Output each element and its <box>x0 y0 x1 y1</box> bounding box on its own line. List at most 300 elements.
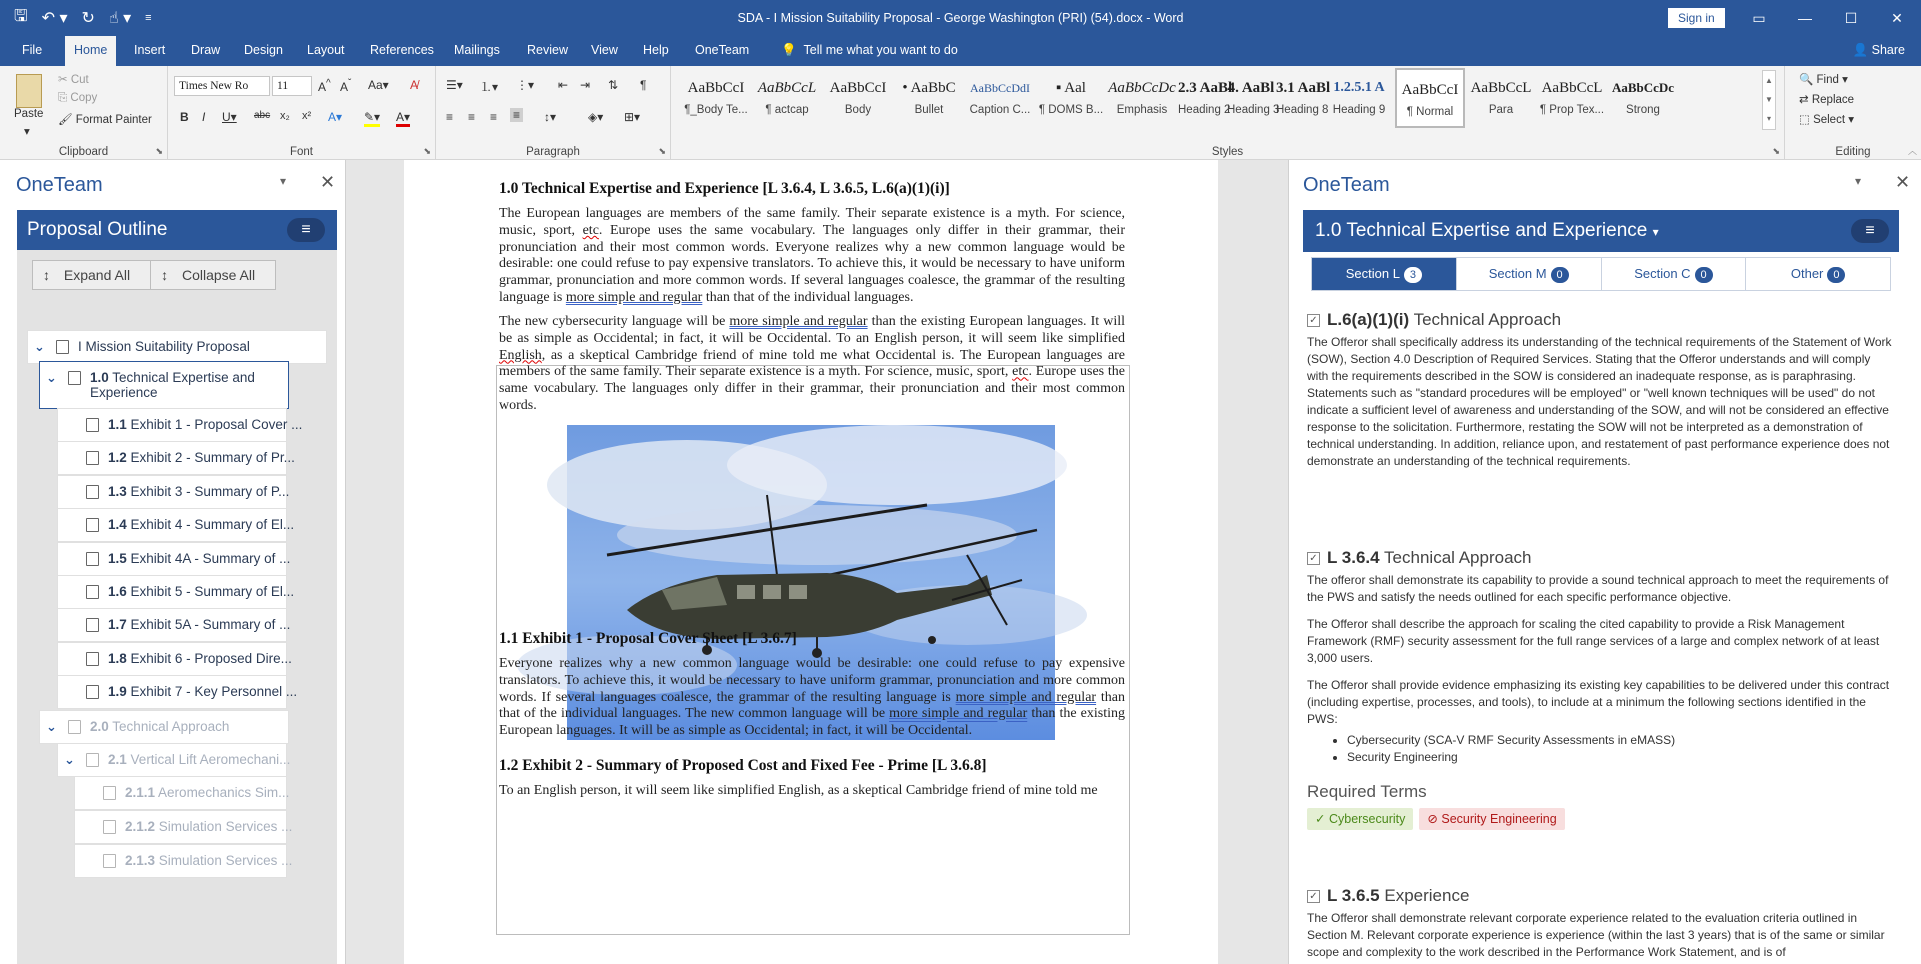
outline-node[interactable] <box>74 810 293 844</box>
outline-node-number: 2.1.1 <box>125 785 156 800</box>
numbering-icon[interactable]: ⒈▾ <box>480 80 499 94</box>
section-edit-icon <box>68 371 81 385</box>
term-chip-found[interactable] <box>1307 808 1413 830</box>
style-item[interactable] <box>1395 68 1465 128</box>
outline-node[interactable] <box>39 710 289 744</box>
req-heading <box>1307 310 1895 330</box>
outline-node-label <box>108 509 294 541</box>
outline-node-number: 2.0 <box>90 719 109 734</box>
section-edit-icon <box>86 485 99 499</box>
check-icon: ✓ <box>1315 812 1326 826</box>
subscript-icon[interactable]: x₂ <box>280 110 290 122</box>
outline-node-number: 1.3 <box>108 484 127 499</box>
outline-node-text: Exhibit 7 - Key Personnel ... <box>130 684 298 699</box>
style-preview: ▪ Aal <box>1056 80 1086 96</box>
tab-home[interactable]: Home <box>65 36 116 67</box>
req-text-1: The offeror shall demonstrate its capability to provide a sound technical approach to meet the requirements of the PWS and satisfy the needs outlined for each specific performance objective. <box>1307 573 1889 604</box>
shading-icon[interactable]: ◈▾ <box>588 110 604 124</box>
chevron-down-icon[interactable]: ⌄ <box>34 339 45 354</box>
style-name: ¶_Body Te... <box>684 104 748 116</box>
style-preview: AaBbCcI <box>687 80 745 96</box>
save-icon[interactable]: 🖫 <box>14 7 28 25</box>
style-preview: AaBbCcDdI <box>970 81 1030 95</box>
heading-1-1: 1.1 Exhibit 1 - Proposal Cover Sheet [L 3.6.7] <box>499 630 797 647</box>
p1-text-c: than that of the individual languages. <box>702 289 914 305</box>
outline-node-number: 2.1 <box>108 752 127 767</box>
p1-etc: etc <box>582 222 599 238</box>
outline-node[interactable] <box>74 776 290 810</box>
style-item[interactable] <box>1107 68 1177 128</box>
undo-icon[interactable]: ↶ ▾ <box>41 10 68 27</box>
outline-node-label <box>90 711 229 743</box>
style-item[interactable] <box>894 68 964 128</box>
outline-node[interactable] <box>74 844 293 878</box>
outline-node-text: Exhibit 6 - Proposed Dire... <box>130 651 292 666</box>
outline-node-text: I Mission Suitability Proposal <box>78 339 250 354</box>
minimize-button[interactable]: — <box>1798 10 1812 26</box>
paste-button[interactable]: Paste <box>14 108 44 120</box>
chevron-down-icon[interactable]: ⌄ <box>64 752 75 767</box>
outline-node-label <box>125 777 289 809</box>
close-button[interactable]: ✕ <box>1891 10 1903 26</box>
collapse-ribbon-icon[interactable]: ︿ <box>1907 146 1917 156</box>
document-page[interactable] <box>404 160 1218 964</box>
style-preview: 1.2.5.1 A <box>1333 80 1385 95</box>
paragraph-1 <box>499 206 1125 307</box>
p3-text-c: than the existing European languages. It will be as simple as Occidental; in fact, it will be Occidental. <box>499 706 1125 739</box>
paragraph-3 <box>499 656 1125 740</box>
list-item: • Security Engineering <box>1347 749 1895 766</box>
p2-text-a: The new cybersecurity language will be <box>499 314 730 329</box>
style-name: Body <box>844 104 872 116</box>
outline-node[interactable] <box>57 675 298 709</box>
outline-node-text: Exhibit 4A - Summary of ... <box>130 551 291 566</box>
pane-options-icon[interactable]: ▾ <box>280 174 287 188</box>
oneteam-left-pane <box>0 160 346 964</box>
outline-node[interactable] <box>57 542 291 576</box>
left-pane-title: OneTeam <box>16 174 103 196</box>
req-text-2: The Offeror shall describe the approach for scaling the cited capability to provide a Risk Management Framework (RMF) security assessment for the full range services of a large and complex network of at least 3,000 users. <box>1307 617 1880 665</box>
font-launcher-icon[interactable]: ⬊ <box>423 146 431 156</box>
required-terms-label: Required Terms <box>1307 782 1427 801</box>
style-item[interactable] <box>965 68 1035 128</box>
oneteam-right-pane <box>1288 160 1921 964</box>
editing-label: Editing <box>1835 146 1871 158</box>
cut-label: Cut <box>70 74 89 86</box>
tab-oneteam[interactable]: OneTeam <box>695 43 750 57</box>
clear-format-icon[interactable]: A̸ <box>410 78 419 92</box>
outline-node-label <box>125 811 292 843</box>
chevron-down-icon[interactable]: ⌄ <box>46 370 57 385</box>
section-edit-icon <box>86 618 99 632</box>
style-item[interactable] <box>1276 68 1331 128</box>
left-pane-close-icon[interactable]: ✕ <box>320 172 336 192</box>
req-text: The Offeror shall demonstrate relevant corporate experience related to the evaluation criteria outlined in Section M. Relevant corporate experience is experience (within the last 3 years) that is of the same or similar scope and complexity to the work described in the Performance Work Statement, and is of <box>1307 911 1885 959</box>
increase-indent-icon[interactable]: ⇥ <box>580 78 591 92</box>
other-count: 0 <box>1827 267 1845 283</box>
tab-mailings[interactable]: Mailings <box>454 43 500 57</box>
ribbon <box>0 66 1921 160</box>
outline-node-number: 1.9 <box>108 684 127 699</box>
checkbox-icon[interactable]: ✓ <box>1307 314 1320 327</box>
style-item[interactable] <box>1325 68 1393 128</box>
decrease-indent-icon[interactable]: ⇤ <box>558 78 569 92</box>
replace-button[interactable]: ⇄ Replace <box>1799 94 1855 106</box>
req-title: Technical Approach <box>1413 310 1562 329</box>
clipboard-group: Paste ▾ ✂ Cut ⎘ Copy 🖌 Format Painter Clipboard ⬊ <box>0 66 168 160</box>
style-item[interactable] <box>1537 68 1607 128</box>
req-id: L 3.6.5 <box>1327 886 1380 905</box>
tell-me-text: Tell me what you want to do <box>803 43 958 57</box>
section-edit-icon <box>86 552 99 566</box>
style-preview: AaBbCcDc <box>1611 80 1675 95</box>
outline-node-text: Exhibit 1 - Proposal Cover ... <box>130 417 303 432</box>
section-edit-icon <box>103 854 116 868</box>
req-id: L.6(a)(1)(i) <box>1327 310 1410 329</box>
p3-grammar-flag-2: more simple and regular <box>889 706 1028 722</box>
section-edit-icon <box>86 753 99 767</box>
outline-node-number: 1.4 <box>108 517 127 532</box>
clipboard-label: Clipboard <box>58 146 109 158</box>
style-name: ¶ DOMS B... <box>1038 104 1104 116</box>
p1-text-a: The European languages are members of the same family. Their separate existence is a myth. For science, music, sport, <box>499 206 1125 238</box>
style-item[interactable] <box>681 68 751 128</box>
outline-node-label <box>125 845 292 877</box>
align-left-icon[interactable]: ≡ <box>446 110 454 124</box>
requirement-l6a1i <box>1307 310 1895 470</box>
tab-references[interactable]: References <box>370 43 434 57</box>
section-edit-icon <box>56 340 69 354</box>
outline-node-label <box>108 576 294 608</box>
outline-node[interactable] <box>57 743 291 777</box>
outline-node-label <box>108 609 290 641</box>
outline-node[interactable] <box>57 441 295 475</box>
sort-icon[interactable]: ⇅ <box>608 78 619 92</box>
tab-insert[interactable]: Insert <box>134 43 166 57</box>
term-ok-label: Cybersecurity <box>1328 812 1406 826</box>
outline-node-label <box>108 643 292 675</box>
req-text: The Offeror shall specifically address its understanding of the technical requirements of the Statement of Work (SOW), Section 4.0 Description of Required Services. Stating that the Offeror understands and will comply with the requirements described in the SOW is considered an inadequate response, as is paraphrasing. Statements such as "standard procedures will be employed" or "well known techniques will be used" do not indicate a sufficient level of awareness and understanding of the SOW, and will not be considered an effective response to the solicitation. Furthermore, restating the SOW will not be interpreted as a demonstration of technical understanding. In addition, reliance upon, and restatement of past performance experience does not demonstrate an understanding of the technical requirements. <box>1307 335 1892 468</box>
chevron-down-icon[interactable]: ⌄ <box>46 719 57 734</box>
outline-node-text: Exhibit 4 - Summary of El... <box>130 517 295 532</box>
outline-node[interactable] <box>57 642 292 676</box>
outline-node[interactable] <box>57 575 295 609</box>
collapse-all-button[interactable]: ↕ Collapse All <box>150 261 275 289</box>
outline-node-text: Aeromechanics Sim... <box>158 785 290 800</box>
style-name: Bullet <box>914 104 944 116</box>
paragraph-group <box>436 66 671 160</box>
outline-node-text: Technical Approach <box>112 719 230 734</box>
tab-layout[interactable]: Layout <box>307 43 345 57</box>
tab-design[interactable]: Design <box>244 43 283 57</box>
outline-node-number: 2.1.2 <box>125 819 156 834</box>
style-name: Heading 9 <box>1332 104 1386 116</box>
paragraph-label: Paragraph <box>526 146 580 158</box>
format-painter-button[interactable]: 🖌 Format Painter <box>58 114 152 126</box>
style-preview: AaBbCcI <box>1401 82 1459 98</box>
format-painter-label: Format Painter <box>75 114 152 126</box>
style-name: Heading 8 <box>1276 104 1329 116</box>
style-name: Heading 2 <box>1178 104 1231 116</box>
section-dropdown-icon: ▾ <box>1652 225 1659 239</box>
show-marks-icon[interactable]: ¶ <box>640 78 647 92</box>
outline-tree <box>17 250 337 964</box>
checkbox-icon[interactable]: ✓ <box>1307 890 1320 903</box>
outline-node[interactable] <box>57 508 295 542</box>
p3-grammar-flag: more simple and regular <box>955 689 1097 705</box>
strikethrough-icon[interactable]: abc <box>254 110 271 121</box>
superscript-icon[interactable]: x² <box>302 110 312 122</box>
req-heading <box>1307 548 1895 568</box>
outline-node-text: Vertical Lift Aeromechani... <box>130 752 291 767</box>
grow-font-icon[interactable]: A^ <box>318 78 331 94</box>
justify-icon[interactable]: ≡ <box>510 108 523 122</box>
tab-draw[interactable]: Draw <box>191 43 221 57</box>
tab-section-m[interactable] <box>1457 258 1602 290</box>
p2-text-b: than the existing European languages. It will be as simple as Occidental; in fact, it will be Occidental. To an English person, it will seem like simplified <box>499 314 1125 346</box>
outline-title: Proposal Outline <box>27 219 168 240</box>
req-bullets <box>1347 732 1895 766</box>
sign-in-button[interactable]: Sign in <box>1668 8 1725 28</box>
outline-node-number: 1.0 <box>90 370 109 385</box>
heading-1-2: 1.2 Exhibit 2 - Summary of Proposed Cost and Fixed Fee - Prime [L 3.6.8] <box>499 757 987 774</box>
checkbox-icon[interactable]: ✓ <box>1307 552 1320 565</box>
style-preview: 3.1 AaBl <box>1276 80 1331 96</box>
ribbon-tabs <box>0 36 1921 66</box>
outline-node-label <box>108 409 302 441</box>
clipboard-launcher-icon[interactable]: ⬊ <box>155 146 163 156</box>
req-text-3: The Offeror shall provide evidence emphasizing its existing key capabilities to be delivered under this contract (including expertise, processes, and tools), to include at a minimum the following sections identified in the PWS: <box>1307 678 1890 726</box>
style-item[interactable] <box>1178 68 1233 128</box>
outline-node-text: Simulation Services ... <box>158 819 293 834</box>
style-preview: 2.3 AaBl <box>1178 80 1233 96</box>
paragraph-2 <box>499 314 1125 415</box>
p2-etc: etc <box>1012 364 1029 380</box>
underline-icon[interactable]: U▾ <box>222 110 237 124</box>
select-label: Select <box>1813 114 1846 126</box>
requirement-l365 <box>1307 886 1895 961</box>
outline-node-text: Technical Expertise and <box>112 370 255 385</box>
term-bad-label: Security Engineering <box>1441 812 1557 826</box>
tell-me-box[interactable] <box>772 36 967 66</box>
style-preview: AaBbCcL <box>1470 80 1532 96</box>
outline-node[interactable] <box>57 408 303 442</box>
p2-text-d: . Europe uses the same vocabulary. The languages only differ in their grammar, their pronunciation and their most common words. <box>499 364 1125 413</box>
section-c-count: 0 <box>1695 267 1713 283</box>
section-m-count: 0 <box>1551 267 1569 283</box>
outline-node-text: Exhibit 5A - Summary of ... <box>130 617 291 632</box>
style-preview: 4. AaBl <box>1227 80 1275 96</box>
style-preview: AaBbCcL <box>757 80 817 96</box>
style-name: Para <box>1488 104 1514 116</box>
paragraph-launcher-icon[interactable]: ⬊ <box>658 146 666 156</box>
select-button[interactable]: ⬚ Select ▾ <box>1799 114 1854 126</box>
p2-text-c: , as a skeptical Cambridge friend of mine told me what Occidental is. The European languages are members of the same family. Their separate existence is a myth. For science, music, sport, <box>499 347 1125 380</box>
outline-node[interactable] <box>27 330 327 364</box>
collapse-all-label: Collapse All <box>181 267 256 283</box>
right-pane-options-icon[interactable]: ▾ <box>1855 174 1862 188</box>
style-preview: AaBbCcL <box>1541 80 1603 96</box>
outline-node[interactable] <box>39 361 289 409</box>
req-id: L 3.6.4 <box>1327 548 1380 567</box>
style-preview: AaBbCcI <box>829 80 887 96</box>
multilevel-icon[interactable]: ⋮▾ <box>516 78 535 92</box>
italic-icon[interactable]: I <box>202 110 206 124</box>
outline-node-number: 1.6 <box>108 584 127 599</box>
outline-node-label <box>78 331 250 363</box>
tab-review[interactable]: Review <box>527 43 568 57</box>
style-item[interactable] <box>823 68 893 128</box>
styles-launcher-icon[interactable]: ⬊ <box>1772 146 1780 156</box>
style-item[interactable] <box>1036 68 1106 128</box>
missing-icon: ⊘ <box>1427 812 1438 826</box>
outline-node-text: Exhibit 5 - Summary of El... <box>130 584 295 599</box>
tab-view[interactable]: View <box>591 43 618 57</box>
replace-label: Replace <box>1811 94 1855 106</box>
style-preview: AaBbCcDc <box>1108 80 1176 96</box>
window-title: SDA - I Mission Suitability Proposal - George Washington (PRI) (54).docx - Word <box>737 11 1184 25</box>
tab-file[interactable]: File <box>22 43 43 57</box>
outline-menu-icon[interactable]: ≡ <box>287 218 325 242</box>
term-chip-missing[interactable] <box>1419 808 1564 830</box>
outline-node-label <box>108 543 290 575</box>
req-heading <box>1307 886 1895 906</box>
section-title[interactable] <box>1315 210 1659 253</box>
ribbon-display-icon[interactable]: ▭ <box>1752 10 1766 26</box>
p3-text-b: than that of the individual languages. The new common language will be <box>499 689 1125 722</box>
section-c-label: Section C <box>1634 266 1691 281</box>
find-button[interactable]: 🔍 Find ▾ <box>1799 74 1848 86</box>
find-label: Find <box>1816 74 1839 86</box>
outline-node-number: 1.8 <box>108 651 127 666</box>
style-name: Emphasis <box>1116 104 1168 116</box>
styles-label: Styles <box>1211 146 1244 158</box>
bullets-icon[interactable]: ☰▾ <box>446 78 463 92</box>
outline-header <box>17 210 337 250</box>
style-item[interactable] <box>752 68 822 128</box>
tab-section-l[interactable] <box>1312 258 1457 290</box>
section-menu-icon[interactable]: ≡ <box>1851 219 1889 243</box>
touch-mode-icon[interactable]: ☝ ▾ <box>108 10 132 27</box>
outline-node-label <box>90 370 255 400</box>
expand-all-button[interactable]: ↕ Expand All <box>33 261 150 289</box>
copy-button[interactable]: ⎘ Copy <box>58 92 98 104</box>
font-size-dropdown[interactable]: 11 <box>272 76 312 96</box>
font-group <box>168 66 436 160</box>
font-label: Font <box>289 146 313 158</box>
paragraph-4: To an English person, it will seem like simplified English, as a skeptical Cambridge friend of mine told me <box>499 783 1098 798</box>
p2-grammar-flag: more simple and regular <box>729 314 868 329</box>
outline-node-number: 2.1.3 <box>125 853 156 868</box>
req-title: Experience <box>1384 886 1470 905</box>
shrink-font-icon[interactable]: $A^ˇ$ <box>340 78 352 94</box>
p1-text-b: . Europe uses the same vocabulary. The languages only differ in their grammar, their pronunciation and their most common words. Everyone realizes why a new common language would be desirable: one could refuse to pay expensive translators. To achieve this, it would be necessary to have uniform grammar, pronunciation and more common words. If several languages coalesce, the grammar of the resulting language is <box>499 222 1125 305</box>
style-name: ¶ Normal <box>1406 106 1454 118</box>
style-item[interactable] <box>1227 68 1280 128</box>
styles-gallery <box>681 68 1771 132</box>
p3-text-a: Everyone realizes why a new common language would be desirable: one could refuse to pay expensive translators. To achieve this, it would be necessary to have uniform grammar, pronunciation and more common words. If several languages coalesce, the grammar of the resulting language is <box>499 656 1125 705</box>
section-l-label: Section L <box>1345 266 1400 281</box>
tab-section-c[interactable] <box>1602 258 1747 290</box>
other-label: Other <box>1790 266 1824 281</box>
lightbulb-icon: 💡 <box>781 43 797 57</box>
tab-help[interactable]: Help <box>643 43 669 57</box>
styles-scroll[interactable]: ▲ ▼ ▾ <box>1762 70 1776 130</box>
align-right-icon[interactable]: ≡ <box>490 110 498 124</box>
copy-label: Copy <box>70 92 98 104</box>
section-edit-icon <box>68 720 81 734</box>
section-edit-icon <box>86 685 99 699</box>
section-header[interactable] <box>1303 210 1899 252</box>
outline-node-number: 1.5 <box>108 551 127 566</box>
style-name: Caption C... <box>969 104 1031 116</box>
section-edit-icon <box>103 786 116 800</box>
outline-node-number: 1.7 <box>108 617 127 632</box>
title-bar <box>0 0 1921 36</box>
section-edit-icon <box>103 820 116 834</box>
style-name: Heading 3 <box>1227 104 1280 116</box>
list-item: • Cybersecurity (SCA-V RMF Security Assessments in eMASS) <box>1347 732 1895 749</box>
tab-other[interactable] <box>1746 258 1890 290</box>
change-case-icon[interactable]: Aa▾ <box>368 78 389 92</box>
section-edit-icon <box>86 585 99 599</box>
p1-grammar-flag: more simple and regular <box>565 289 703 305</box>
style-name: ¶ Prop Tex... <box>1539 104 1605 116</box>
outline-node-number: 1.2 <box>108 450 127 465</box>
font-color-icon[interactable]: A▾ <box>396 110 410 127</box>
outline-node-text-line2: Experience <box>90 385 158 400</box>
share-label: Share <box>1871 43 1905 57</box>
right-pane-close-icon[interactable]: ✕ <box>1895 172 1911 192</box>
outline-node-label <box>108 676 297 708</box>
section-edit-icon <box>86 418 99 432</box>
cut-button[interactable]: ✂ Cut <box>58 74 89 86</box>
outline-node[interactable] <box>57 475 290 509</box>
redo-icon[interactable]: ↻ <box>81 10 95 27</box>
customize-qat-icon[interactable]: ≡ <box>145 12 152 24</box>
line-spacing-icon[interactable]: ↕▾ <box>544 110 557 124</box>
section-l-count: 3 <box>1404 267 1422 283</box>
style-preview: • AaBbC <box>902 80 956 96</box>
p2-english: English <box>499 347 542 363</box>
section-edit-icon <box>86 518 99 532</box>
outline-node-label <box>108 476 289 508</box>
section-m-label: Section M <box>1488 266 1547 281</box>
req-title: Technical Approach <box>1384 548 1532 567</box>
style-item[interactable] <box>1608 68 1678 128</box>
maximize-button[interactable]: ☐ <box>1844 10 1858 26</box>
borders-icon[interactable]: ⊞▾ <box>624 110 641 124</box>
font-family-dropdown[interactable]: Times New Ro <box>174 76 270 96</box>
style-name: Strong <box>1626 104 1660 116</box>
outline-node-label <box>108 744 290 776</box>
align-center-icon[interactable]: ≡ <box>468 110 476 124</box>
text-effects-icon[interactable]: A▾ <box>328 110 343 124</box>
share-button[interactable] <box>1853 36 1905 66</box>
bold-icon[interactable]: B <box>180 110 189 124</box>
person-icon: 👤 <box>1852 43 1869 57</box>
highlight-icon[interactable]: ✎▾ <box>364 110 380 127</box>
outline-node-text: Exhibit 2 - Summary of Pr... <box>130 450 295 465</box>
requirement-l364 <box>1307 548 1895 830</box>
outline-node-label <box>108 442 295 474</box>
editing-group <box>1785 66 1921 160</box>
outline-node[interactable] <box>57 608 291 642</box>
paste-icon[interactable] <box>16 74 42 108</box>
section-edit-icon <box>86 451 99 465</box>
style-item[interactable] <box>1466 68 1536 128</box>
section-edit-icon <box>86 652 99 666</box>
